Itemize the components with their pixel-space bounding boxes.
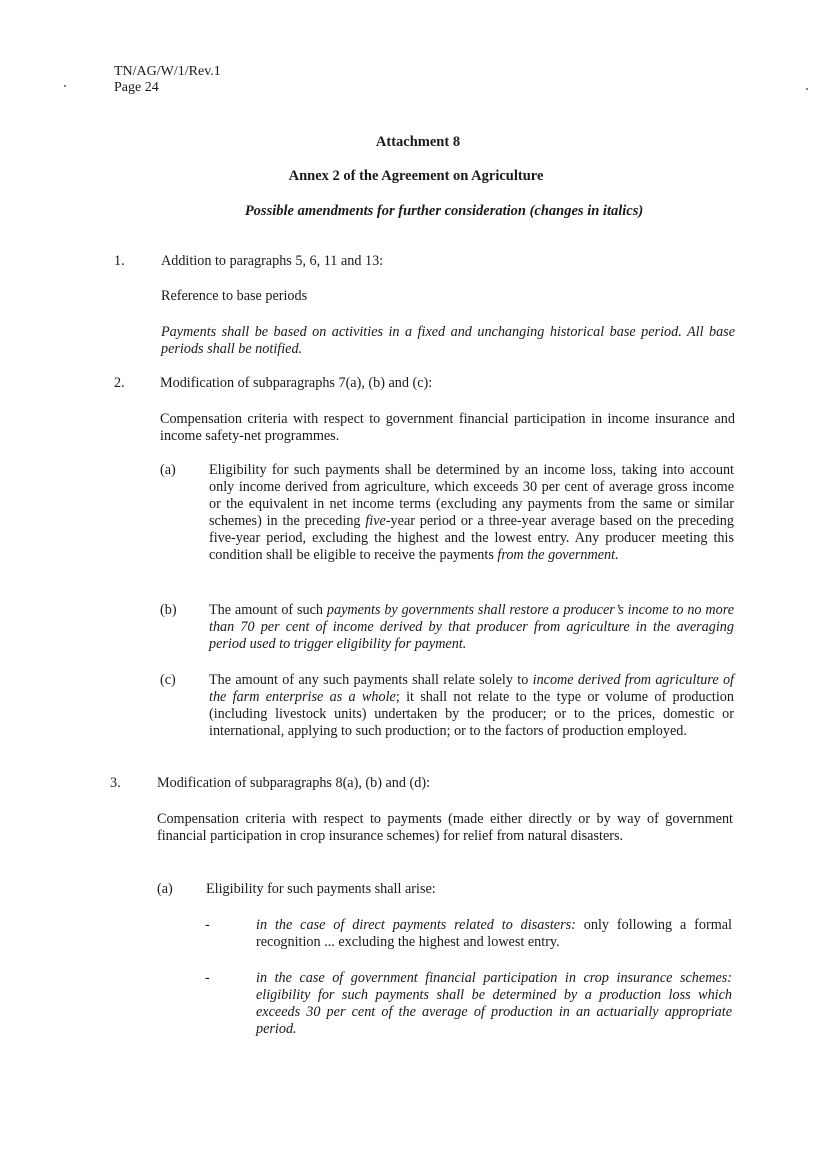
item-label: (a): [157, 881, 173, 897]
section-heading: Modification of subparagraphs 7(a), (b) and (c):: [160, 375, 433, 391]
bullet-text-part: only following a formal recognition ... excluding the highest and lowest entry.: [256, 917, 732, 950]
item-label: (b): [160, 602, 177, 618]
item-text-part: ; it shall not relate to the type or volume of production (including livestock units) undertaken by the producer; or to the prices, domestic or international, applying to such production; or to the factors of production employed.: [209, 689, 734, 739]
attachment-title: Attachment 8: [375, 134, 461, 150]
item-text-part: -year period or a three-year average based on the preceding five-year period, excluding the highest and the lowest entry. Any producer meeting this condition shall be eligible to receive the payments: [209, 513, 734, 563]
section-body: Payments shall be based on activities in a fixed and unchanging historical base period. All base periods shall be notified.: [161, 324, 735, 357]
item-text-italic: payments by governments shall restore a producer’s income to no more than 70 per cent of income derived by that producer from agriculture in the averaging period used to trigger eligibility for payment.: [209, 602, 735, 652]
scan-speck: [64, 85, 66, 87]
bullet-text: in the case of government financial participation in crop insurance schemes: eligibility for such payments shall be determined by a production loss which exceeds 30 per cent of the average of production in an actuarially appropriate period.: [256, 970, 732, 1037]
item-text: [209, 462, 734, 564]
page-number: Page 24: [114, 80, 159, 95]
section-number: 1.: [114, 253, 125, 269]
scan-speck: [806, 88, 808, 90]
section-number: 3.: [110, 775, 121, 791]
section-heading: Modification of subparagraphs 8(a), (b) and (d):: [157, 775, 431, 791]
item-text-part: Eligibility for such payments shall be determined by an income loss, taking into account only income derived from agriculture, which exceeds 30 per cent of average gross income or the equivalent in net income terms (excluding any payments from the same or similar schemes) in the preceding: [209, 462, 734, 529]
item-label: (a): [160, 462, 176, 478]
document-subtitle: Possible amendments for further consideration (changes in italics): [244, 203, 644, 219]
section-intro: Compensation criteria with respect to payments (made either directly or by way of government financial participation in crop insurance schemes) for relief from natural disasters.: [157, 811, 733, 844]
bullet-text: [256, 917, 732, 951]
section-number: 2.: [114, 375, 125, 391]
item-text-part: The amount of such: [209, 602, 327, 618]
item-text: [209, 602, 734, 653]
item-label: (c): [160, 672, 176, 688]
item-text: [209, 672, 734, 740]
item-text-italic: from the government.: [497, 547, 619, 563]
bullet-text-italic: in the case of direct payments related to disasters:: [256, 917, 576, 933]
bullet-dash: -: [205, 917, 210, 933]
section-intro: Compensation criteria with respect to government financial participation in income insurance and income safety-net programmes.: [160, 411, 735, 444]
item-text-part: The amount of any such payments shall relate solely to: [209, 672, 533, 688]
document-symbol: TN/AG/W/1/Rev.1: [114, 64, 221, 79]
section-heading: Addition to paragraphs 5, 6, 11 and 13:: [161, 253, 384, 269]
item-text-italic: income derived from agriculture of the farm enterprise as a whole: [209, 672, 734, 705]
section-subheading: Reference to base periods: [161, 288, 308, 304]
bullet-dash: -: [205, 970, 210, 986]
item-text: Eligibility for such payments shall arise:: [206, 881, 436, 897]
item-text-italic: five: [365, 513, 386, 529]
annex-title: Annex 2 of the Agreement on Agriculture: [288, 168, 544, 184]
